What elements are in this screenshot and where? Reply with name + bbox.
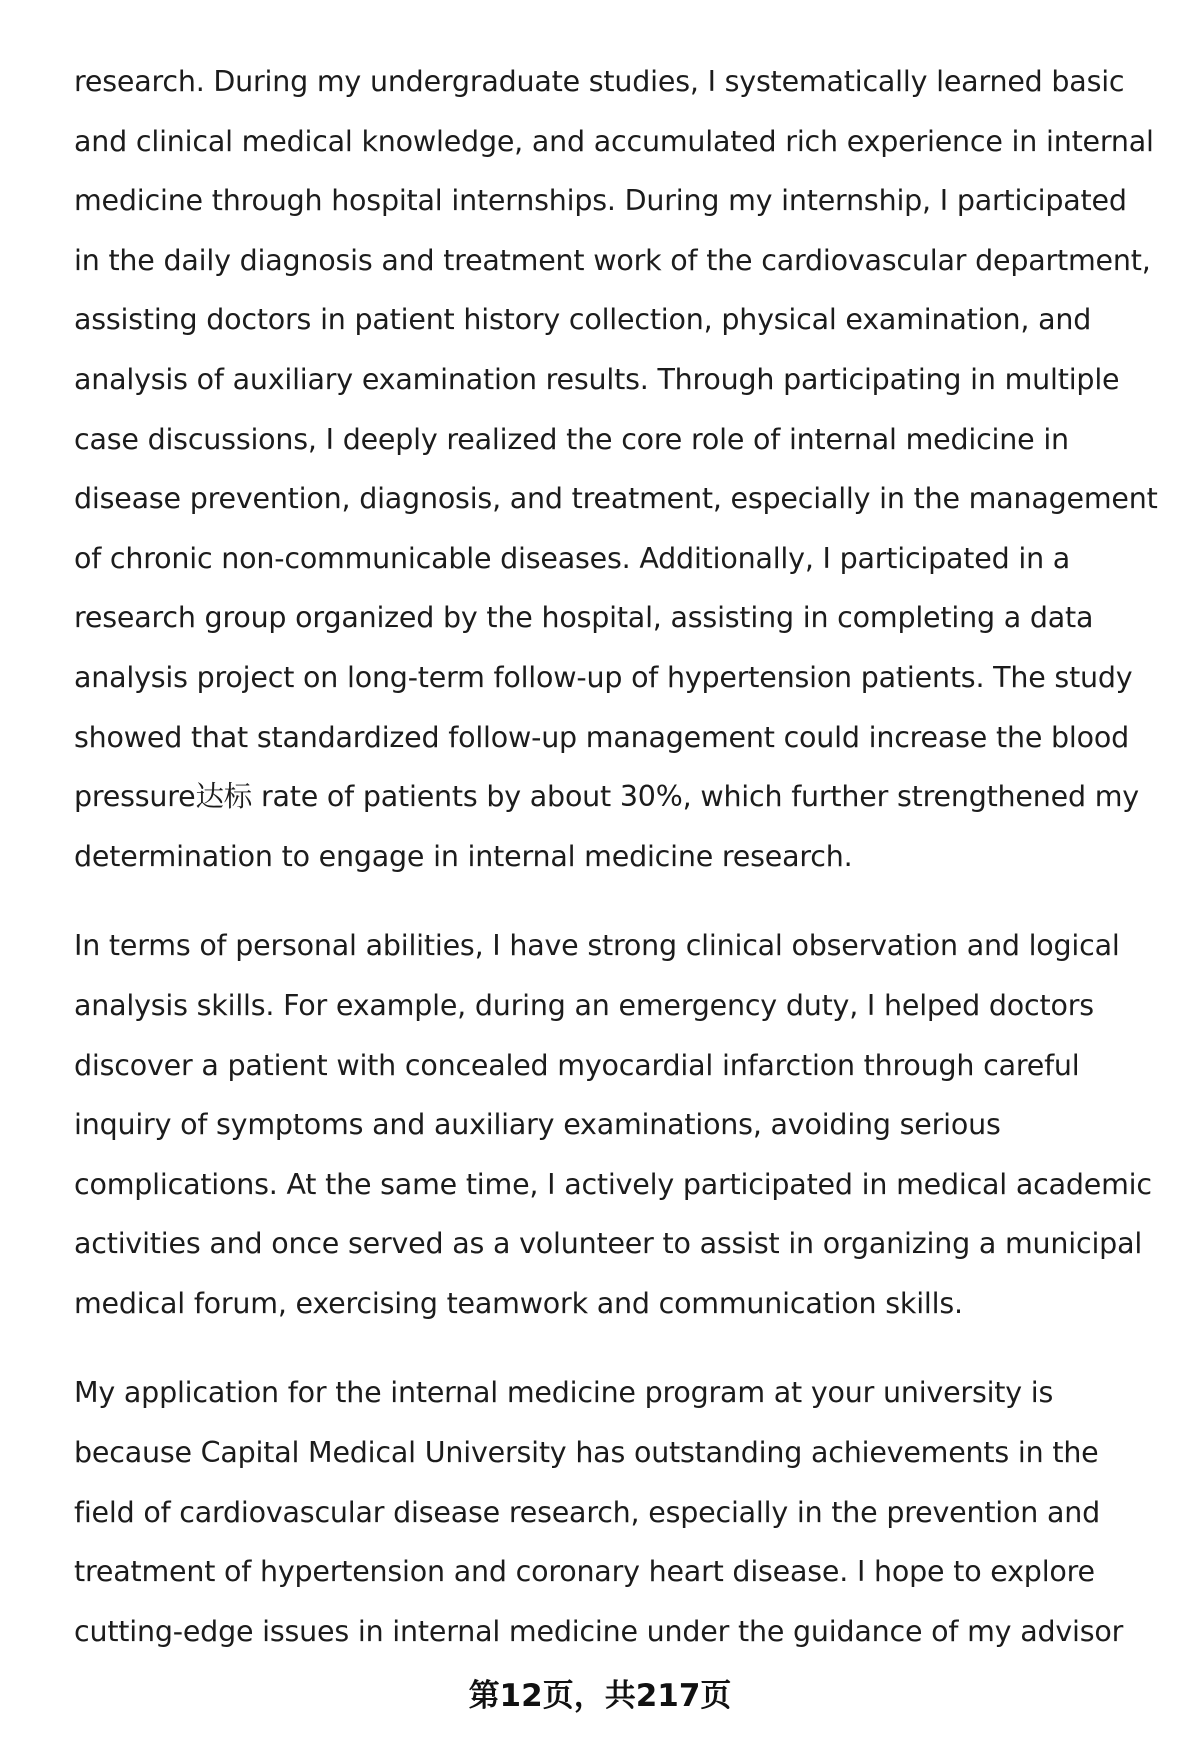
text-line: of chronic non-communicable diseases. Additionally, I participated in a	[74, 541, 1071, 575]
page-number: 第12页，共217页	[468, 1678, 732, 1714]
text-line: disease prevention, diagnosis, and treatment, especially in the management	[74, 482, 1158, 516]
text-line: medicine through hospital internships. During my internship, I participated	[74, 184, 1127, 218]
text-line: discover a patient with concealed myocardial infarction through careful	[74, 1048, 1080, 1082]
text-line: analysis of auxiliary examination results. Through participating in multiple	[74, 362, 1120, 396]
text-line: analysis project on long-term follow-up of hypertension patients. The study	[74, 660, 1133, 694]
text-line: inquiry of symptoms and auxiliary examinations, avoiding serious	[74, 1108, 1001, 1142]
text-line: in the daily diagnosis and treatment work of the cardiovascular department,	[74, 243, 1151, 277]
text-line: field of cardiovascular disease research, especially in the prevention and	[74, 1495, 1101, 1529]
text-line: My application for the internal medicine program at your university is	[74, 1376, 1054, 1410]
text-line: In terms of personal abilities, I have strong clinical observation and logical	[74, 929, 1120, 963]
paragraph-2	[74, 916, 1154, 1333]
text-line: assisting doctors in patient history collection, physical examination, and	[74, 303, 1092, 337]
text-line: medical forum, exercising teamwork and communication skills.	[74, 1286, 963, 1320]
text-line: showed that standardized follow-up management could increase the blood	[74, 720, 1130, 754]
paragraph-3	[74, 1363, 1154, 1661]
text-line: and clinical medical knowledge, and accumulated rich experience in internal	[74, 124, 1154, 158]
text-line: because Capital Medical University has outstanding achievements in the	[74, 1436, 1099, 1470]
text-line: cutting-edge issues in internal medicine under the guidance of my advisor	[74, 1614, 1124, 1648]
document-body	[74, 52, 1158, 1691]
text-line: complications. At the same time, I actively participated in medical academic	[74, 1167, 1152, 1201]
text-line: activities and once served as a volunteer to assist in organizing a municipal	[74, 1227, 1143, 1261]
text-line: treatment of hypertension and coronary heart disease. I hope to explore	[74, 1555, 1095, 1589]
text-line: determination to engage in internal medicine research.	[74, 839, 853, 873]
text-line: analysis skills. For example, during an emergency duty, I helped doctors	[74, 988, 1094, 1022]
text-line: case discussions, I deeply realized the core role of internal medicine in	[74, 422, 1069, 456]
paragraph-1	[74, 52, 1158, 886]
text-line: research group organized by the hospital, assisting in completing a data	[74, 601, 1094, 635]
text-line: research. During my undergraduate studies, I systematically learned basic	[74, 65, 1125, 98]
text-line: pressure达标 rate of patients by about 30%, which further strengthened my	[74, 780, 1139, 814]
